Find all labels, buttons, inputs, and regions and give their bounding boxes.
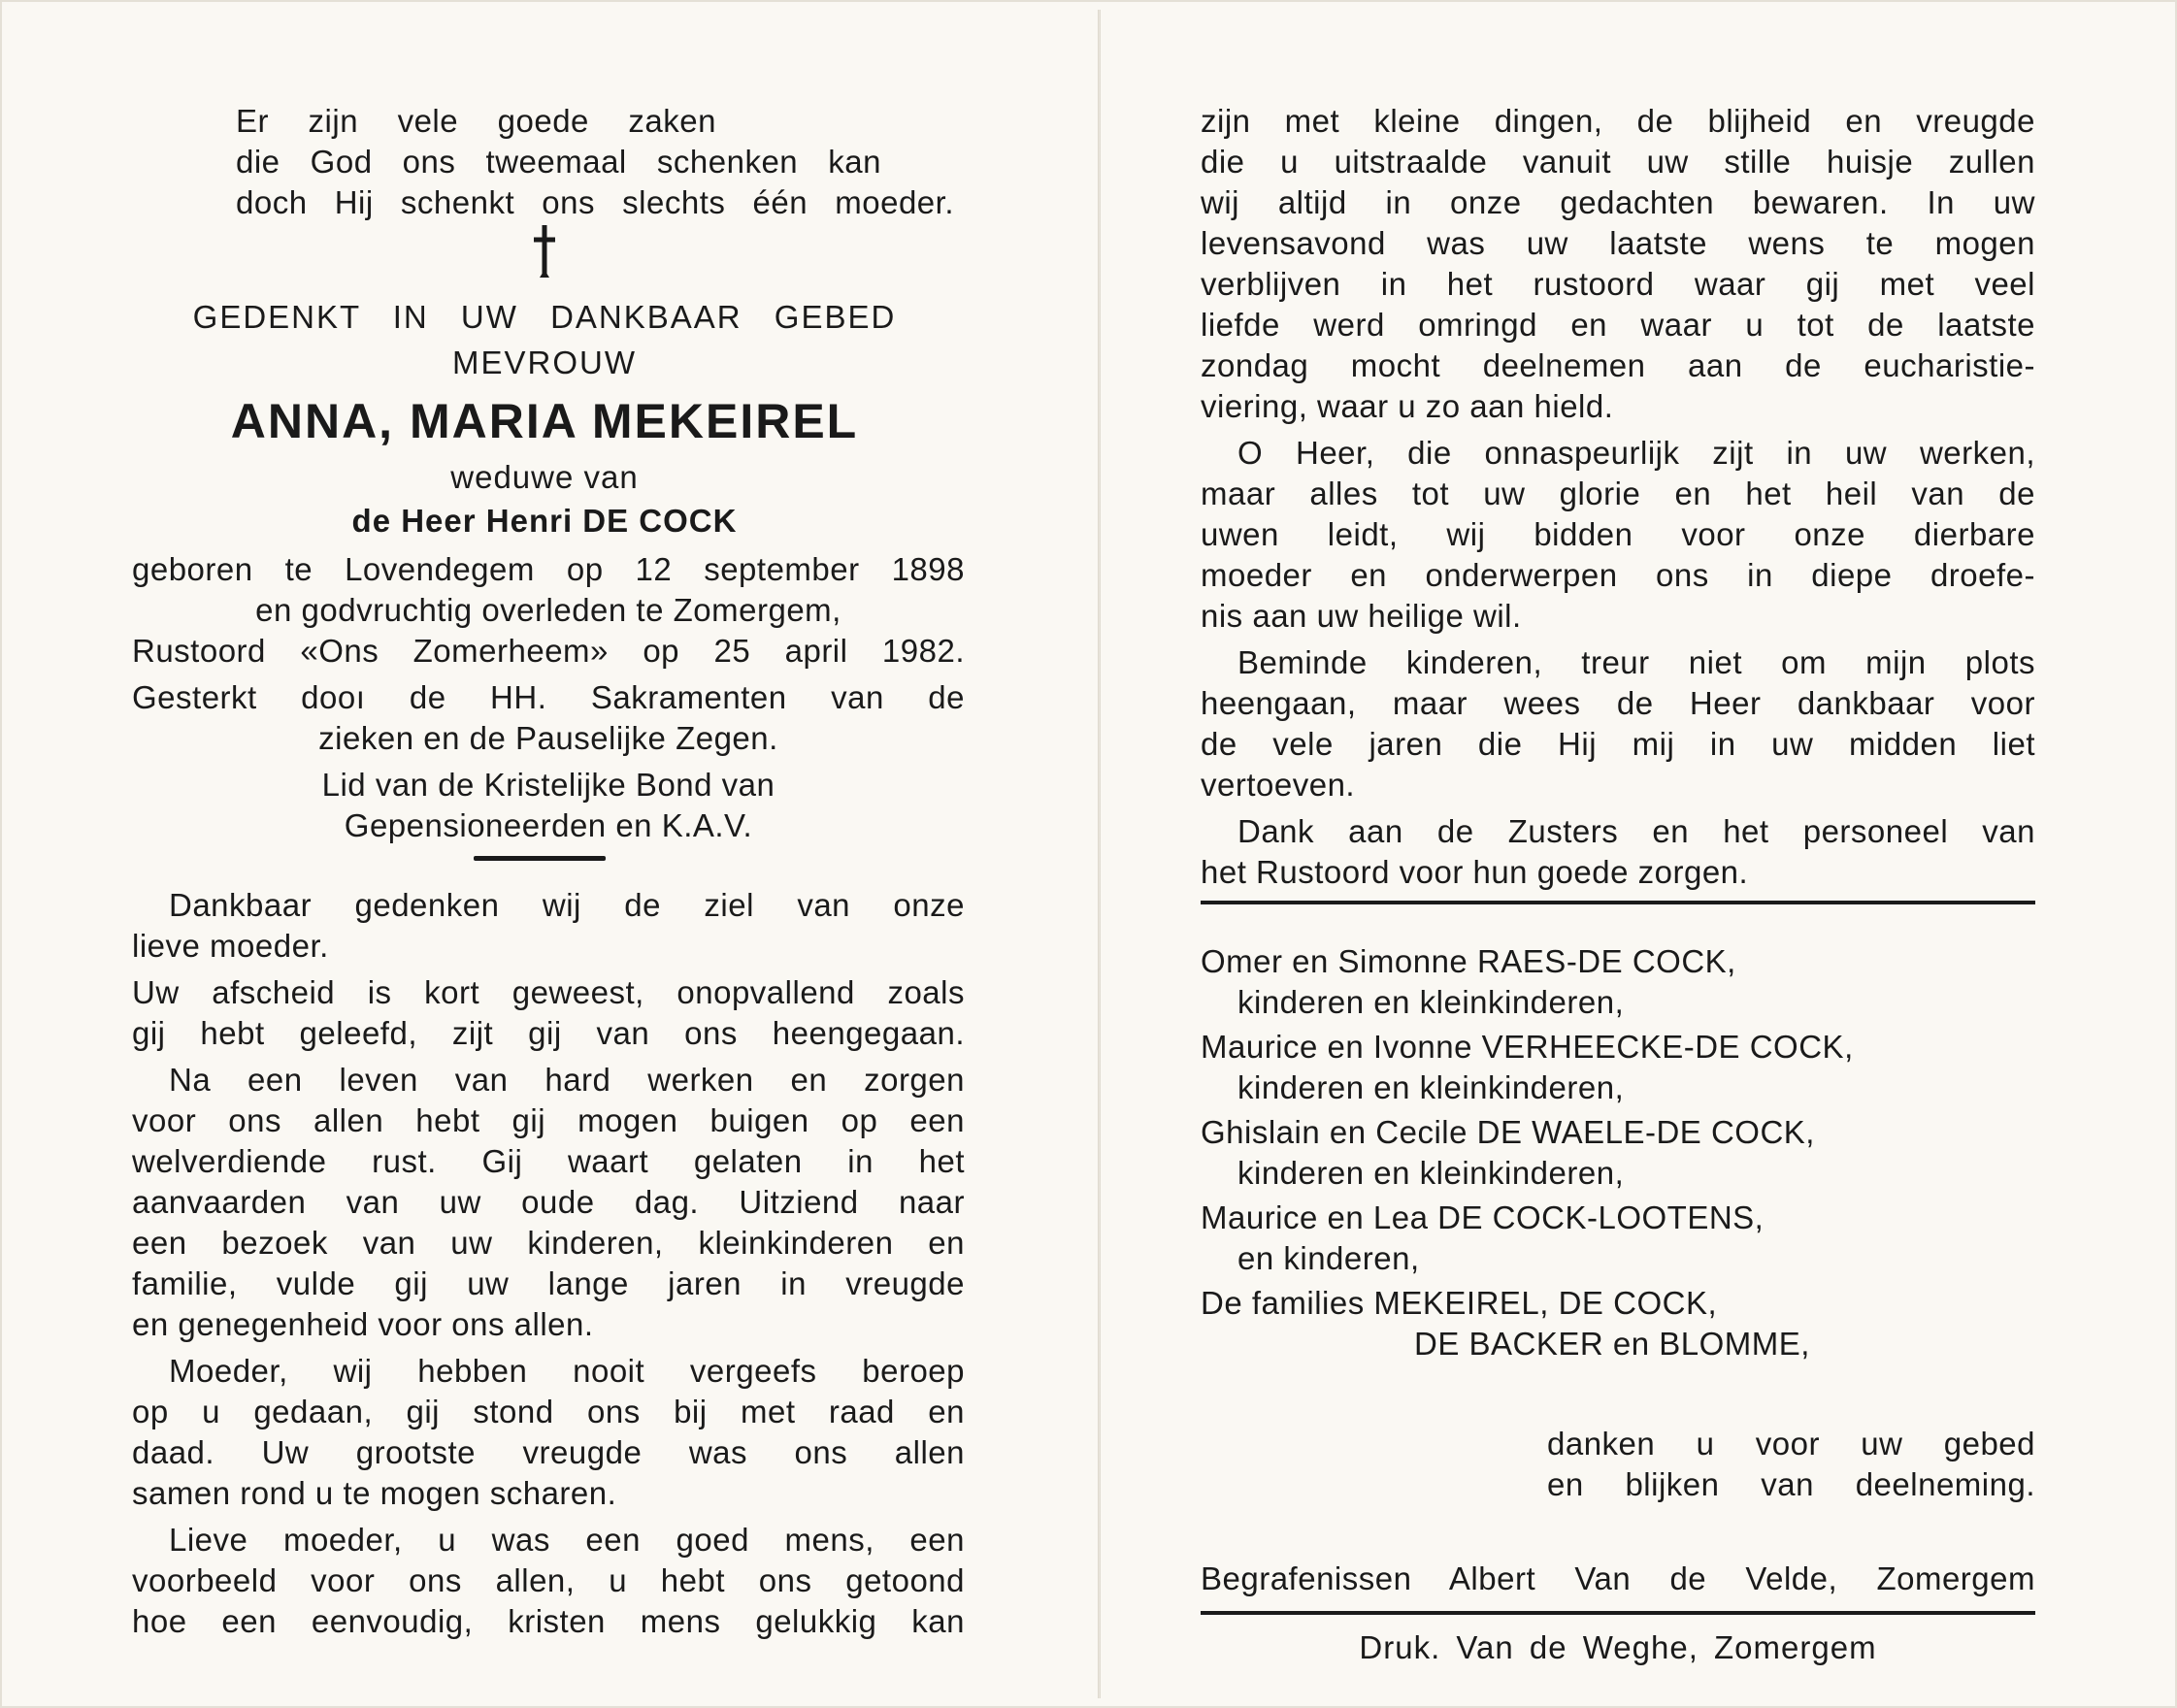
- family-line: kinderen en kleinkinderen,: [1237, 1069, 1625, 1105]
- cross-icon: [124, 223, 965, 284]
- text-line: moeder en onderwerpen ons in diepe droefe-: [1201, 557, 2035, 593]
- family-line: kinderen en kleinkinderen,: [1237, 984, 1625, 1020]
- text-line: liefde werd omringd en waar u tot de laatste: [1201, 307, 2035, 343]
- text-line: Beminde kinderen, treur niet om mijn plots: [1237, 644, 2035, 680]
- bio-line: Lid van de Kristelijke Bond van: [321, 767, 775, 803]
- printer: Druk. Van de Weghe, Zomergem: [1359, 1629, 1877, 1665]
- text-line: heengaan, maar wees de Heer dankbaar voor: [1201, 685, 2035, 721]
- text-line: op u gedaan, gij stond ons bij met raad en: [132, 1394, 965, 1429]
- divider: [1201, 1611, 2035, 1615]
- text-line: uwen leidt, wij bidden voor onze dierbare: [1201, 516, 2035, 552]
- text-line: Dankbaar gedenken wij de ziel van onze: [169, 887, 965, 923]
- poem: [236, 101, 954, 223]
- widow-of: weduwe van: [450, 459, 639, 495]
- text-line: familie, vulde gij uw lange jaren in vreugde: [132, 1265, 965, 1301]
- right-page: [1201, 0, 2035, 1708]
- text-line: vertoeven.: [1201, 767, 1356, 803]
- divider: [1201, 901, 2035, 904]
- thanks-line: en blijken van deelneming.: [1547, 1466, 2035, 1502]
- family-line: DE BACKER en BLOMME,: [1414, 1326, 1810, 1362]
- text-line: levensavond was uw laatste wens te mogen: [1201, 225, 2035, 261]
- text-line: en genegenheid voor ons allen.: [132, 1306, 594, 1342]
- text-line: Dank aan de Zusters en het personeel van: [1237, 813, 2035, 849]
- bio-line: zieken en de Pauselijke Zegen.: [318, 720, 778, 756]
- text-line: viering, waar u zo aan hield.: [1201, 388, 1614, 424]
- family-line: en kinderen,: [1237, 1240, 1420, 1276]
- text-line: de vele jaren die Hij mij in uw midden liet: [1201, 726, 2035, 762]
- left-page: [124, 0, 965, 1708]
- card-fold: [1098, 10, 1101, 1698]
- text-line: Uw afscheid is kort geweest, onopvallend zoals: [132, 974, 965, 1010]
- honorific: MEVROUW: [452, 345, 637, 380]
- bio-line: Rustoord «Ons Zomerheem» op 25 april 1982.: [132, 633, 965, 669]
- poem-line: die God ons tweemaal schenken kan: [236, 144, 881, 180]
- text-line: aanvaarden van uw oude dag. Uitziend naar: [132, 1184, 965, 1220]
- family-list: [1201, 941, 2035, 1364]
- divider: [474, 856, 606, 861]
- thanks: [1547, 1424, 2035, 1505]
- text-line: verblijven in het rustoord waar gij met veel: [1201, 266, 2035, 302]
- biography: [132, 549, 965, 846]
- text-line: gij hebt geleefd, zijt gij van ons heengegaan.: [132, 1015, 965, 1051]
- memorial-text-right: [1201, 101, 2035, 893]
- text-line: voorbeeld voor ons allen, u hebt ons getoond: [132, 1562, 965, 1598]
- text-line: hoe een eenvoudig, kristen mens gelukkig kan: [132, 1603, 965, 1639]
- bio-line: en godvruchtig overleden te Zomergem,: [255, 592, 841, 628]
- family-line: Ghislain en Cecile DE WAELE-DE COCK,: [1201, 1114, 1815, 1150]
- family-line: De families MEKEIREL, DE COCK,: [1201, 1285, 1718, 1321]
- text-line: maar alles tot uw glorie en het heil van de: [1201, 476, 2035, 511]
- remember-line: GEDENKT IN UW DANKBAAR GEBED: [192, 299, 897, 335]
- family-line: Maurice en Lea DE COCK-LOOTENS,: [1201, 1199, 1765, 1235]
- undertaker: Begrafenissen Albert Van de Velde, Zomergem: [1201, 1560, 2035, 1596]
- thanks-line: danken u voor uw gebed: [1547, 1426, 2035, 1462]
- family-line: Omer en Simonne RAES-DE COCK,: [1201, 943, 1736, 979]
- text-line: Moeder, wij hebben nooit vergeefs beroep: [169, 1353, 965, 1389]
- text-line: O Heer, die onnaspeurlijk zijt in uw werken,: [1237, 435, 2035, 471]
- text-line: voor ons allen hebt gij mogen buigen op een: [132, 1102, 965, 1138]
- text-line: daad. Uw grootste vreugde was ons allen: [132, 1434, 965, 1470]
- family-line: kinderen en kleinkinderen,: [1237, 1155, 1625, 1191]
- poem-line: doch Hij schenkt ons slechts één moeder.: [236, 184, 954, 220]
- text-line: het Rustoord voor hun goede zorgen.: [1201, 854, 1749, 890]
- bio-line: Gepensioneerden en K.A.V.: [344, 807, 753, 843]
- text-line: lieve moeder.: [132, 928, 329, 964]
- husband-name: de Heer Henri DE COCK: [351, 503, 738, 539]
- bio-line: Gesterkt dooı de HH. Sakramenten van de: [132, 679, 965, 715]
- memorial-text-left: [132, 885, 965, 1642]
- text-line: Na een leven van hard werken en zorgen: [169, 1062, 965, 1098]
- text-line: samen rond u te mogen scharen.: [132, 1475, 617, 1511]
- text-line: zondag mocht deelnemen aan de eucharistie-: [1201, 347, 2035, 383]
- text-line: een bezoek van uw kinderen, kleinkinderen en: [132, 1225, 965, 1261]
- text-line: wij altijd in onze gedachten bewaren. In uw: [1201, 184, 2035, 220]
- text-line: nis aan uw heilige wil.: [1201, 598, 1522, 634]
- text-line: welverdiende rust. Gij waart gelaten in het: [132, 1143, 965, 1179]
- text-line: Lieve moeder, u was een goed mens, een: [169, 1522, 965, 1558]
- poem-line: Er zijn vele goede zaken: [236, 103, 716, 139]
- bio-line: geboren te Lovendegem op 12 september 1898: [132, 551, 965, 587]
- family-line: Maurice en Ivonne VERHEECKE-DE COCK,: [1201, 1029, 1854, 1065]
- deceased-name: ANNA, MARIA MEKEIREL: [230, 394, 859, 448]
- text-line: zijn met kleine dingen, de blijheid en vreugde: [1201, 103, 2035, 139]
- text-line: die u uitstraalde vanuit uw stille huisje zullen: [1201, 144, 2035, 180]
